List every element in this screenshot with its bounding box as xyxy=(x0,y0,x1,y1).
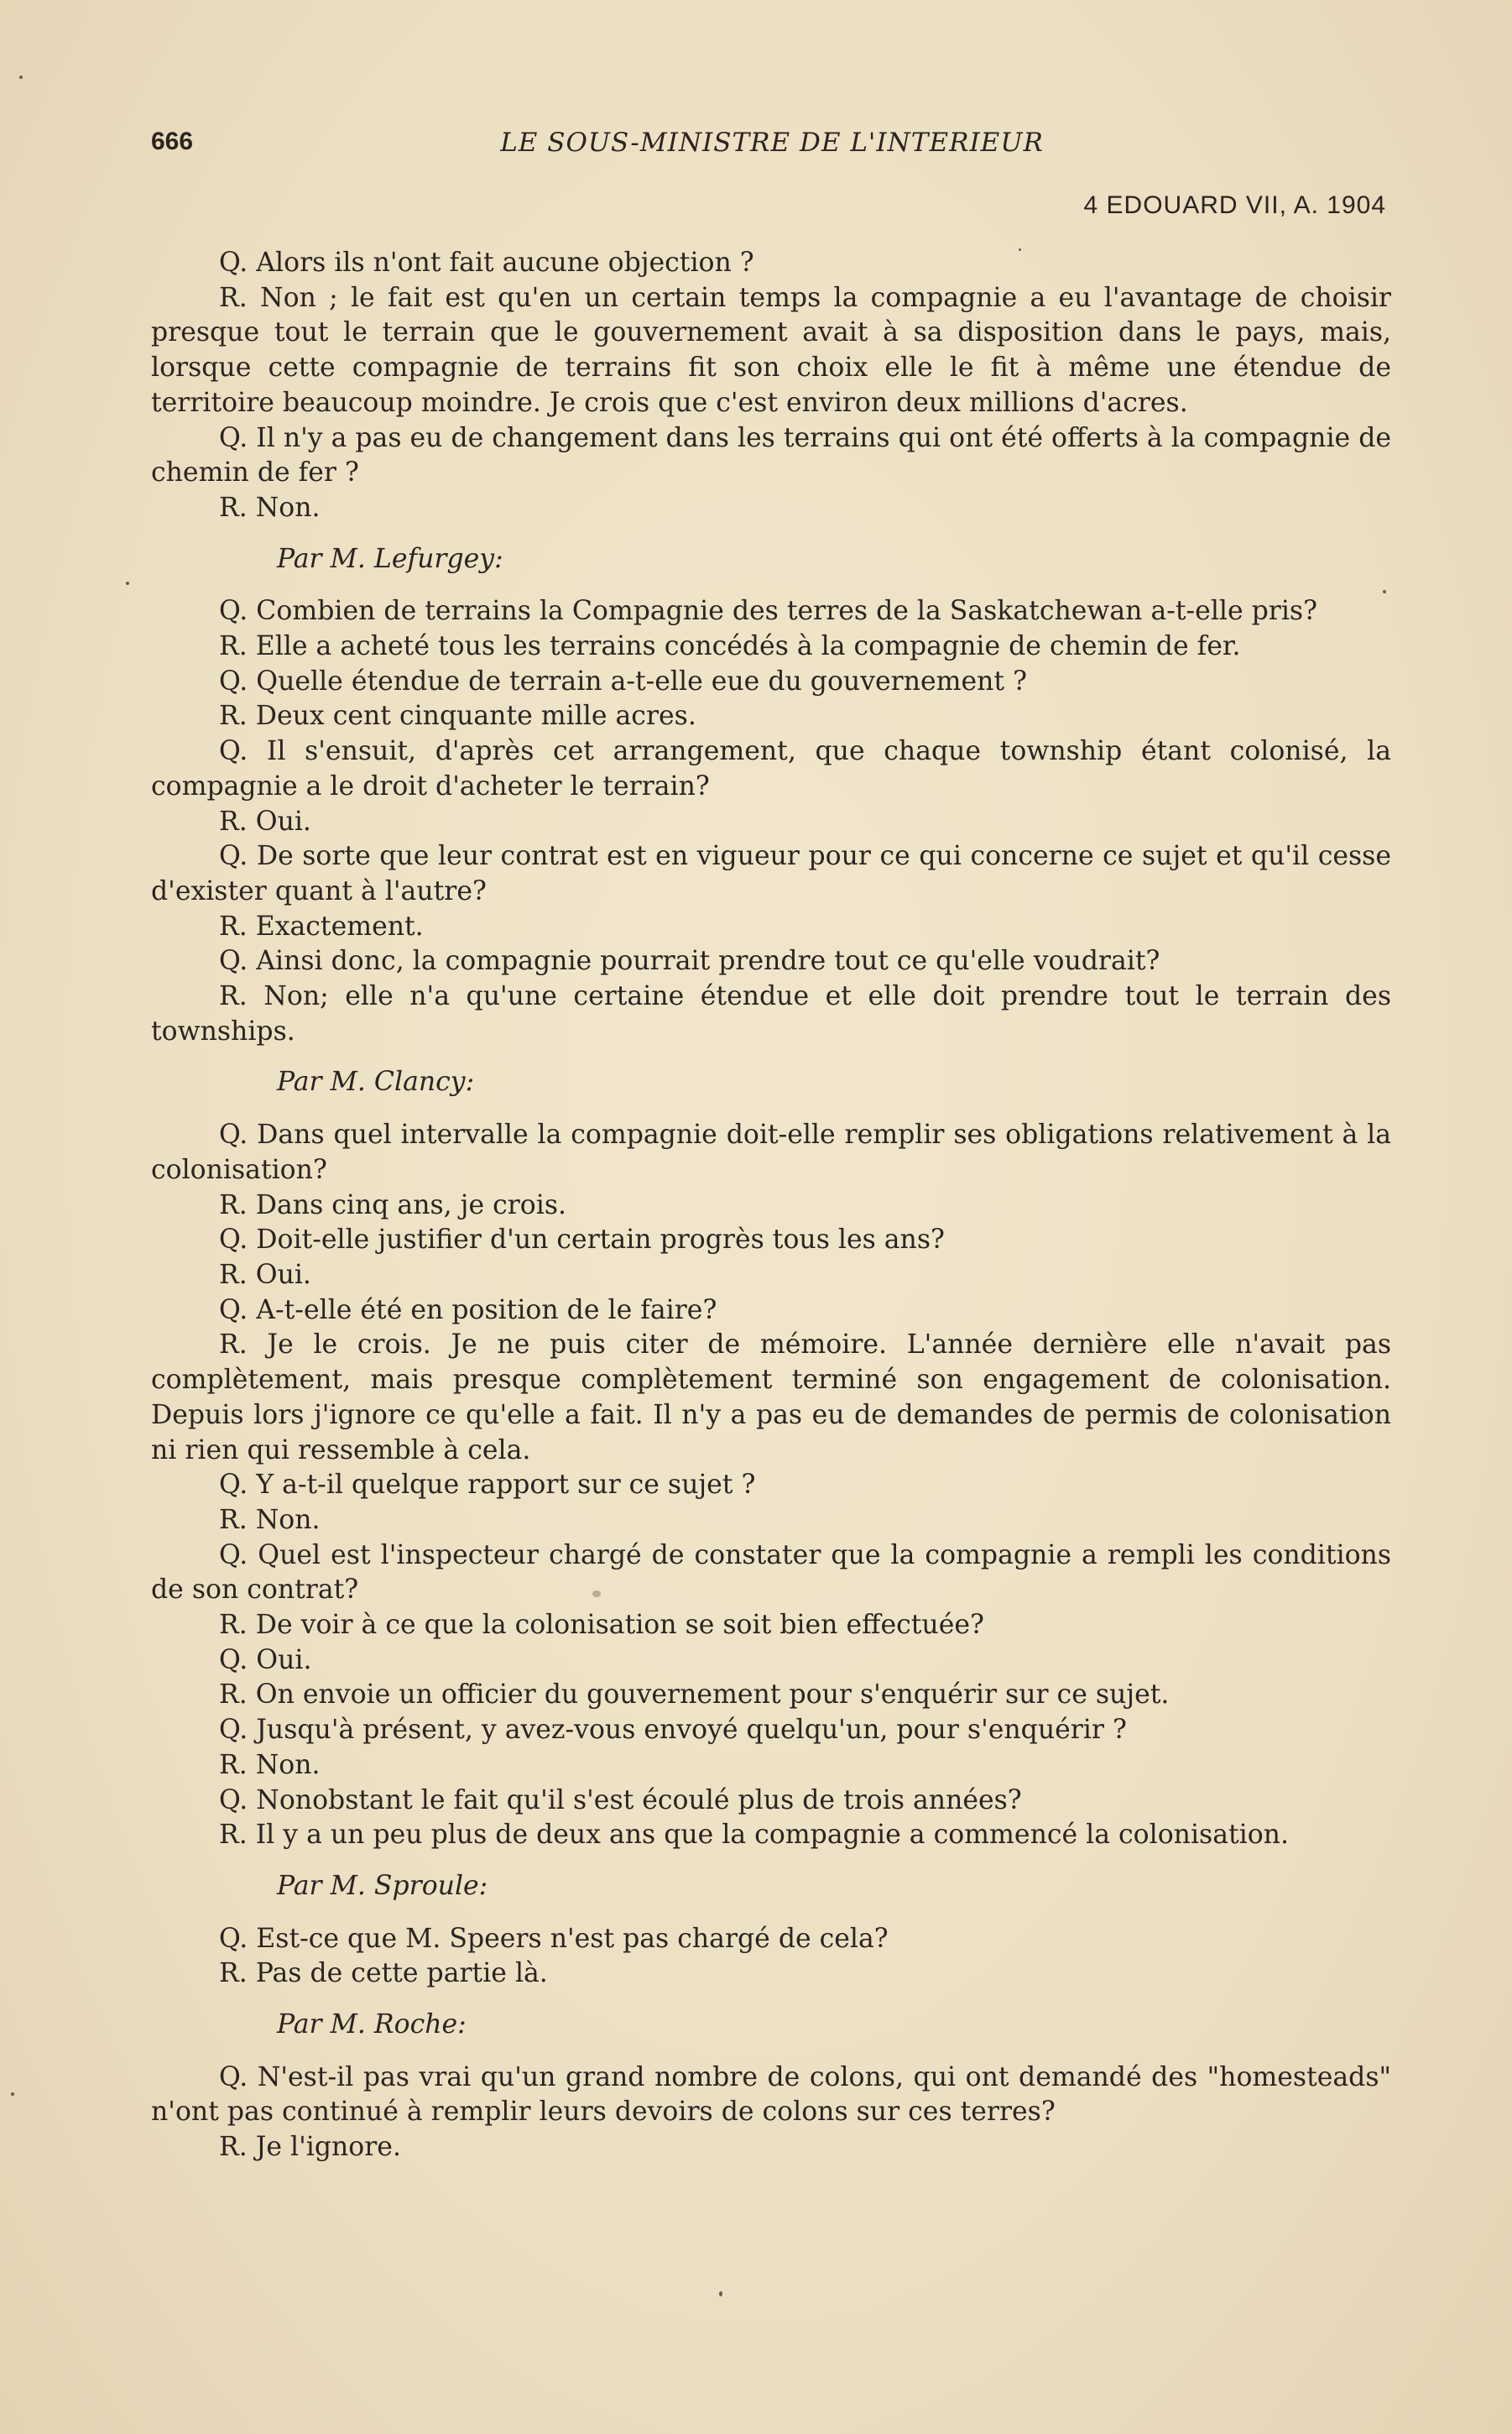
qa-paragraph: Q. Combien de terrains la Compagnie des terres de la Saskatchewan a-t-elle pris? xyxy=(219,596,1317,627)
qa-paragraph: Q. Il s'ensuit, d'après cet arrangement, que chaque township étant colonisé, la compagnie a le droit d'acheter le terrain? xyxy=(151,736,1391,802)
qa-paragraph: R. Dans cinq ans, je crois. xyxy=(219,1189,567,1220)
qa-paragraph: R. Non; elle n'a qu'une certaine étendue et elle doit prendre tout le terrain des townships. xyxy=(151,981,1391,1047)
qa-paragraph: R. Je le crois. Je ne puis citer de mémoire. L'année dernière elle n'avait pas complètement, mais presque complètement terminé son engagement de colonisation. Depuis lors j'ignore ce qu'elle a fait. Il n'y a pas eu de demandes de permis de colonisation ni rien qui ressemble à cela. xyxy=(151,1329,1391,1465)
qa-paragraph: Q. A-t-elle été en position de le faire? xyxy=(219,1294,717,1325)
qa-paragraph: Q. Il n'y a pas eu de changement dans les terrains qui ont été offerts à la compagnie de chemin de fer ? xyxy=(151,422,1391,488)
qa-paragraph: R. Non ; le fait est qu'en un certain temps la compagnie a eu l'avantage de choisir presque tout le terrain que le gouvernement avait à sa disposition dans le pays, mais, lorsque cette compagnie de terrains fit son choix elle le fit à même une étendue de territoire beaucoup moindre. Je crois que c'est environ deux millions d'acres. xyxy=(151,282,1391,418)
qa-paragraph: R. Exactement. xyxy=(219,911,424,942)
qa-paragraph: Q. Quel est l'inspecteur chargé de constater que la compagnie a rempli les conditions de son contrat? xyxy=(151,1539,1391,1606)
qa-paragraph: Q. Oui. xyxy=(219,1644,312,1675)
qa-paragraph: R. Elle a acheté tous les terrains concédés à la compagnie de chemin de fer. xyxy=(219,631,1241,662)
scan-speck xyxy=(126,582,129,585)
qa-paragraph: Q. Ainsi donc, la compagnie pourrait prendre tout ce qu'elle voudrait? xyxy=(219,946,1160,977)
page-header xyxy=(151,128,1393,170)
qa-paragraph: R. Il y a un peu plus de deux ans que la compagnie a commencé la colonisation. xyxy=(219,1820,1289,1851)
qa-paragraph: Q. Alors ils n'ont fait aucune objection ? xyxy=(219,248,754,278)
scan-speck xyxy=(719,2291,722,2296)
scan-speck xyxy=(11,2092,14,2096)
qa-paragraph: Q. Doit-elle justifier d'un certain progrès tous les ans? xyxy=(219,1225,945,1256)
qa-paragraph: R. Pas de cette partie là. xyxy=(219,1958,548,1989)
transcript-body xyxy=(151,246,1391,2165)
qa-paragraph: Q. Est-ce que M. Speers n'est pas chargé de cela? xyxy=(219,1923,889,1954)
scan-speck xyxy=(19,76,23,79)
scan-speck xyxy=(592,1590,601,1597)
qa-paragraph: Q. Jusqu'à présent, y avez-vous envoyé quelqu'un, pour s'enquérir ? xyxy=(219,1715,1127,1746)
scan-speck xyxy=(1383,590,1386,593)
qa-paragraph: R. Non. xyxy=(219,1504,321,1535)
qa-paragraph: Q. N'est-il pas vrai qu'un grand nombre de colons, qui ont demandé des "homesteads" n'ont pas continué à remplir leurs devoirs de colons sur ces terres? xyxy=(151,2061,1391,2128)
qa-paragraph: R. Deux cent cinquante mille acres. xyxy=(219,701,696,732)
qa-paragraph: R. De voir à ce que la colonisation se soit bien effectuée? xyxy=(219,1610,984,1641)
speaker-heading: Par M. Lefurgey: xyxy=(277,543,503,574)
page-number: 666 xyxy=(151,128,194,155)
qa-paragraph: Q. Dans quel intervalle la compagnie doit-elle remplir ses obligations relativement à la colonisation? xyxy=(151,1120,1391,1185)
scan-speck xyxy=(1019,248,1021,251)
session-reference: 4 EDOUARD VII, A. 1904 xyxy=(1083,191,1386,219)
qa-paragraph: Q. Nonobstant le fait qu'il s'est écoulé plus de trois années? xyxy=(219,1784,1022,1815)
speaker-heading: Par M. Roche: xyxy=(277,2009,467,2040)
qa-paragraph: R. Oui. xyxy=(219,1259,311,1290)
qa-paragraph: R. Oui. xyxy=(219,806,311,837)
qa-paragraph: Q. De sorte que leur contrat est en vigueur pour ce qui concerne ce sujet et qu'il cesse d'exister quant à l'autre? xyxy=(151,841,1391,906)
qa-paragraph: R. On envoie un officier du gouvernement pour s'enquérir sur ce sujet. xyxy=(219,1679,1170,1711)
speaker-heading: Par M. Clancy: xyxy=(277,1067,475,1098)
qa-paragraph: R. Je l'ignore. xyxy=(219,2132,401,2163)
speaker-heading: Par M. Sproule: xyxy=(277,1870,488,1901)
qa-paragraph: R. Non. xyxy=(219,492,321,523)
running-title: LE SOUS-MINISTRE DE L'INTERIEUR xyxy=(500,128,1044,158)
qa-paragraph: Q. Quelle étendue de terrain a-t-elle eue du gouvernement ? xyxy=(219,666,1027,697)
qa-paragraph: Q. Y a-t-il quelque rapport sur ce sujet ? xyxy=(219,1470,756,1501)
qa-paragraph: R. Non. xyxy=(219,1749,321,1780)
